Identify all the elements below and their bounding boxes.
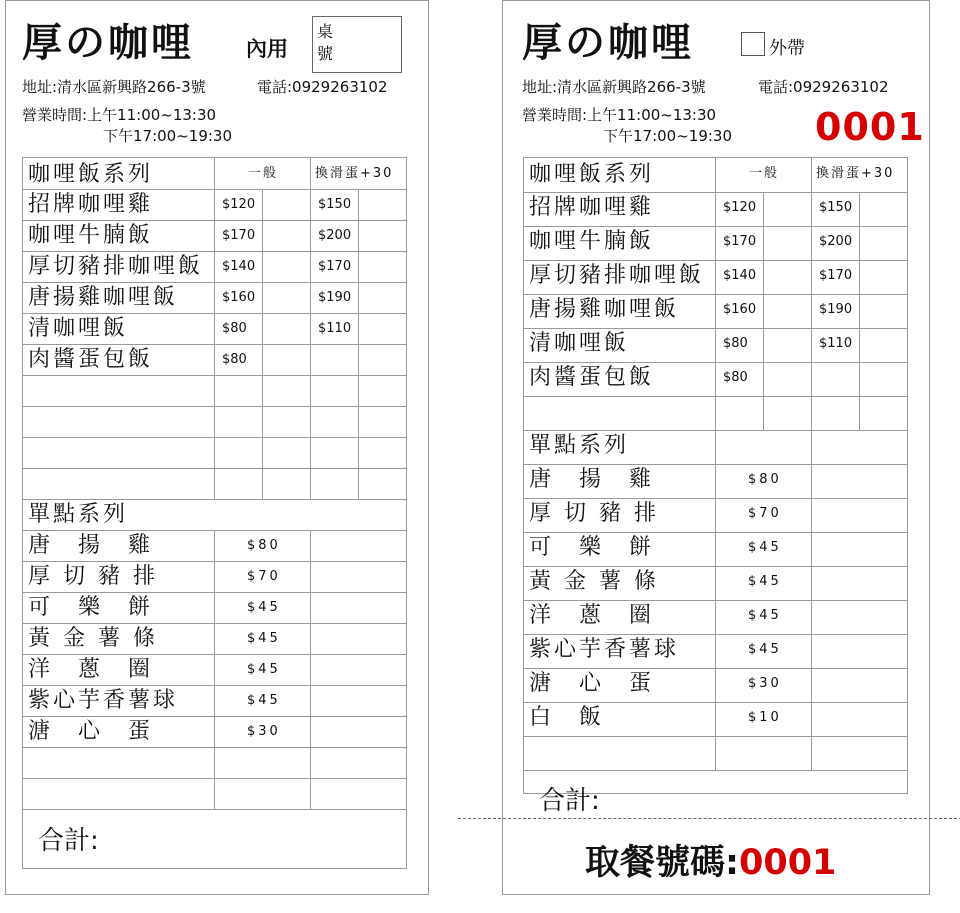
curry-section-header: 咖哩飯系列: [529, 162, 655, 187]
takeout-checkbox[interactable]: [741, 32, 765, 56]
single-item-price: $30: [748, 676, 782, 691]
column-header-normal: 一般: [749, 166, 780, 181]
phone: 電話:0929263102: [758, 78, 889, 96]
single-item-price: $45: [748, 574, 782, 589]
curry-item-name: 清咖哩飯: [529, 331, 630, 356]
pickup-number-value: 0001: [739, 843, 837, 883]
single-item-price: $80: [748, 472, 782, 487]
table-rule: [23, 406, 406, 407]
single-item-name: 溏 心 蛋: [529, 671, 655, 696]
business-hours-pm: 下午17:00~19:30: [603, 127, 733, 145]
single-item-price: $45: [247, 600, 281, 615]
table-rule: [23, 809, 406, 810]
curry-item-price-egg: $200: [819, 234, 853, 249]
single-item-price: $45: [748, 608, 782, 623]
single-item-price: $70: [748, 506, 782, 521]
curry-item-name: 肉醬蛋包飯: [529, 365, 655, 390]
table-rule: [23, 499, 406, 500]
table-rule: [811, 430, 812, 770]
curry-item-price-egg: $150: [318, 197, 352, 212]
curry-item-price-normal: $80: [723, 370, 748, 385]
takeout-order-sheet: [502, 0, 930, 895]
table-rule: [23, 375, 406, 376]
order-table: [523, 157, 908, 816]
single-item-name: 厚 切 豬 排: [28, 564, 158, 589]
table-rule: [23, 189, 406, 190]
brand-title: 厚の咖哩: [522, 20, 694, 66]
table-rule: [23, 437, 406, 438]
curry-item-price-egg: $190: [318, 290, 352, 305]
single-item-name: 厚 切 豬 排: [529, 501, 659, 526]
curry-item-name: 招牌咖哩雞: [28, 192, 154, 217]
dine-in-order-sheet: [5, 0, 429, 895]
curry-item-name: 肉醬蛋包飯: [28, 347, 154, 372]
curry-item-name: 厚切豬排咖哩飯: [529, 263, 705, 288]
brand-title: 厚の咖哩: [22, 20, 194, 66]
curry-item-name: 招牌咖哩雞: [529, 195, 655, 220]
single-item-name: 唐 揚 雞: [529, 467, 655, 492]
single-item-price: $10: [748, 710, 782, 725]
table-rule: [763, 192, 764, 430]
single-section-header: 單點系列: [28, 502, 129, 527]
single-item-name: 唐 揚 雞: [28, 533, 154, 558]
curry-item-name: 唐揚雞咖哩飯: [28, 285, 179, 310]
table-rule: [310, 158, 311, 499]
curry-item-price-normal: $170: [723, 234, 757, 249]
pickup-number: [585, 835, 836, 885]
total-label: 合計:: [539, 786, 600, 816]
dine-in-label: 內用: [246, 37, 288, 61]
curry-item-name: 咖哩牛腩飯: [529, 229, 655, 254]
table-rule: [23, 344, 406, 345]
pickup-number-label: 取餐號碼:: [585, 843, 739, 883]
curry-item-price-egg: $170: [318, 259, 352, 274]
takeout-label: 外帶: [769, 38, 805, 59]
single-item-price: $30: [247, 724, 281, 739]
curry-item-price-normal: $140: [222, 259, 256, 274]
curry-item-name: 唐揚雞咖哩飯: [529, 297, 680, 322]
table-number-label-2: 號: [317, 44, 334, 63]
phone: 電話:0929263102: [257, 78, 388, 96]
curry-item-price-egg: $110: [819, 336, 853, 351]
business-hours-pm: 下午17:00~19:30: [103, 127, 233, 145]
single-item-price: $45: [247, 631, 281, 646]
table-rule: [214, 158, 215, 499]
column-header-normal: 一般: [248, 166, 279, 181]
curry-item-price-normal: $120: [723, 200, 757, 215]
single-item-name: 紫心芋香薯球: [28, 688, 179, 713]
single-item-name: 黃 金 薯 條: [28, 626, 158, 651]
table-number-label-1: 桌: [317, 22, 334, 41]
order-table: [22, 157, 407, 869]
curry-item-name: 咖哩牛腩飯: [28, 223, 154, 248]
single-item-name: 溏 心 蛋: [28, 719, 154, 744]
curry-item-price-egg: $190: [819, 302, 853, 317]
single-item-price: $70: [247, 569, 281, 584]
address: 地址:清水區新興路266-3號: [22, 78, 206, 96]
single-item-name: 洋 蔥 圈: [529, 603, 655, 628]
table-rule: [23, 313, 406, 314]
curry-item-price-normal: $160: [723, 302, 757, 317]
curry-section-header: 咖哩飯系列: [28, 162, 154, 187]
curry-item-price-egg: $170: [819, 268, 853, 283]
table-rule: [214, 530, 215, 809]
single-item-name: 紫心芋香薯球: [529, 637, 680, 662]
single-item-name: 黃 金 薯 條: [529, 569, 659, 594]
single-item-name: 白 飯: [529, 705, 605, 730]
single-item-price: $80: [247, 538, 281, 553]
curry-item-price-egg: $200: [318, 228, 352, 243]
curry-item-price-normal: $140: [723, 268, 757, 283]
curry-item-price-normal: $160: [222, 290, 256, 305]
tear-off-line: [458, 818, 960, 819]
table-rule: [23, 468, 406, 469]
curry-item-price-normal: $80: [723, 336, 748, 351]
column-header-egg: 換滑蛋+30: [816, 166, 895, 181]
order-number: 0001: [815, 105, 925, 149]
table-rule: [23, 251, 406, 252]
single-section-header: 單點系列: [529, 433, 630, 458]
curry-item-price-normal: $80: [222, 352, 247, 367]
table-rule: [524, 226, 907, 227]
curry-item-price-normal: $80: [222, 321, 247, 336]
curry-item-price-egg: $150: [819, 200, 853, 215]
table-rule: [524, 192, 907, 193]
business-hours-am: 營業時間:上午11:00~13:30: [522, 106, 717, 124]
curry-item-name: 厚切豬排咖哩飯: [28, 254, 204, 279]
single-item-name: 洋 蔥 圈: [28, 657, 154, 682]
curry-item-price-normal: $120: [222, 197, 256, 212]
single-item-price: $45: [748, 540, 782, 555]
table-rule: [524, 396, 907, 397]
table-number-box[interactable]: [312, 16, 402, 73]
single-item-price: $45: [247, 693, 281, 708]
business-hours-am: 營業時間:上午11:00~13:30: [22, 106, 217, 124]
address: 地址:清水區新興路266-3號: [522, 78, 706, 96]
table-rule: [310, 530, 311, 809]
single-item-price: $45: [247, 662, 281, 677]
table-rule: [524, 260, 907, 261]
table-rule: [23, 282, 406, 283]
curry-item-name: 清咖哩飯: [28, 316, 129, 341]
table-rule: [859, 192, 860, 430]
curry-item-price-normal: $170: [222, 228, 256, 243]
total-label: 合計:: [38, 826, 99, 856]
table-rule: [524, 362, 907, 363]
table-rule: [23, 220, 406, 221]
single-item-name: 可 樂 餅: [529, 535, 655, 560]
table-rule: [715, 430, 716, 770]
table-rule: [524, 328, 907, 329]
table-rule: [524, 294, 907, 295]
table-rule: [524, 770, 907, 771]
single-item-price: $45: [748, 642, 782, 657]
single-item-name: 可 樂 餅: [28, 595, 154, 620]
column-header-egg: 換滑蛋+30: [315, 166, 394, 181]
curry-item-price-egg: $110: [318, 321, 352, 336]
